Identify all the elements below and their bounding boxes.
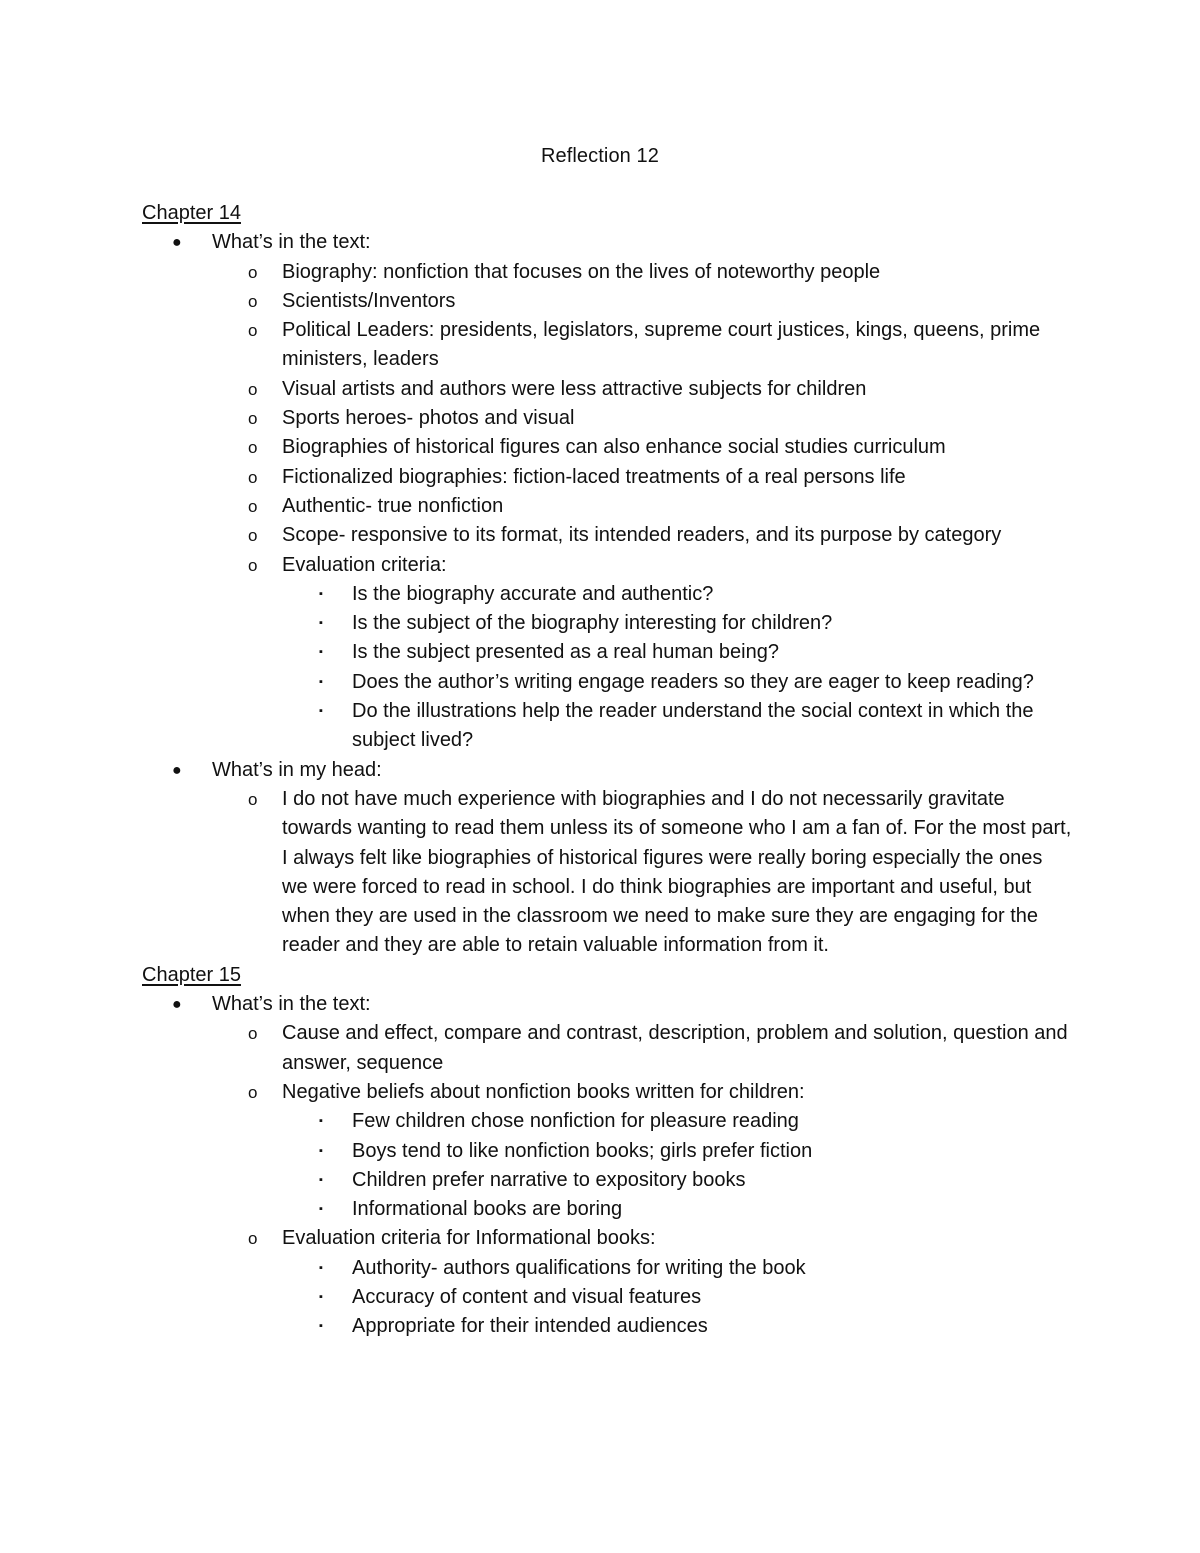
- list-item-text: Scientists/Inventors: [282, 289, 456, 312]
- list-item: [212, 492, 1072, 521]
- list-item: [212, 463, 1072, 492]
- list-item-text: Evaluation criteria:: [282, 553, 447, 576]
- bullet-circle-icon: o: [248, 526, 258, 546]
- list-item-text: I do not have much experience with biographies and I do not necessarily gravitate towards wanting to read them unless its of someone who I am a fan of. For the most part, I always felt like biographies of historical figures were really boring especially the ones we were forced to read in school. I do think biographies are important and useful, but when they are used in the classroom we need to make sure they are engaging for the reader and they are able to retain valuable information from it.: [282, 787, 1072, 957]
- section-list: [142, 228, 1072, 960]
- list-item: [212, 404, 1072, 433]
- bullet-circle-icon: o: [248, 1229, 258, 1249]
- sub-list-item: [282, 668, 1072, 697]
- list-item-text: Biographies of historical figures can also enhance social studies curriculum: [282, 436, 946, 459]
- bullet-circle-icon: o: [248, 467, 258, 487]
- bullet-square-icon: ▪: [319, 1261, 323, 1274]
- sub-list-item: [282, 609, 1072, 638]
- sub-list-item-text: Few children chose nonfiction for pleasure reading: [352, 1110, 799, 1133]
- bullet-circle-icon: o: [248, 1024, 258, 1044]
- subitem-list: [282, 1107, 1072, 1224]
- list-item-text: Visual artists and authors were less attractive subjects for children: [282, 377, 867, 400]
- list-item: [212, 1019, 1072, 1078]
- list-item: [212, 785, 1072, 961]
- list-item-text: Cause and effect, compare and contrast, description, problem and solution, question and answer, sequence: [282, 1022, 1068, 1074]
- section-label: What’s in the text:: [212, 993, 371, 1016]
- sub-list-item-text: Boys tend to like nonfiction books; girls prefer fiction: [352, 1139, 813, 1162]
- chapter-heading: Chapter 15: [142, 963, 241, 986]
- sub-list-item: [282, 1137, 1072, 1166]
- item-list: [142, 785, 1072, 961]
- bullet-square-icon: ▪: [319, 675, 323, 688]
- list-item: [212, 521, 1072, 550]
- bullet-circle-icon: o: [248, 379, 258, 399]
- sub-list-item-text: Children prefer narrative to expository books: [352, 1168, 746, 1191]
- list-item-text: Sports heroes- photos and visual: [282, 407, 575, 430]
- section-label: What’s in my head:: [212, 758, 382, 781]
- subitem-list: [282, 580, 1072, 756]
- bullet-circle-icon: o: [248, 321, 258, 341]
- bullet-square-icon: ▪: [319, 1290, 323, 1303]
- chapter-heading: Chapter 14: [142, 202, 241, 224]
- list-item-text: Negative beliefs about nonfiction books written for children:: [282, 1080, 805, 1103]
- list-item-text: Scope- responsive to its format, its intended readers, and its purpose by category: [282, 524, 1002, 547]
- section-label: What’s in the text:: [212, 231, 371, 254]
- sub-list-item: [282, 1107, 1072, 1136]
- list-item-text: Evaluation criteria for Informational books:: [282, 1227, 656, 1250]
- item-list: [142, 258, 1072, 756]
- list-item: [212, 287, 1072, 316]
- section-item: [142, 228, 1072, 755]
- sub-list-item: [282, 1166, 1072, 1195]
- sub-list-item-text: Informational books are boring: [352, 1198, 623, 1221]
- sub-list-item-text: Is the biography accurate and authentic?: [352, 582, 714, 605]
- section-item: [142, 756, 1072, 961]
- bullet-circle-icon: o: [248, 291, 258, 311]
- document-title: Reflection 12: [540, 145, 660, 167]
- list-item: [212, 1078, 1072, 1224]
- bullet-square-icon: ▪: [319, 617, 323, 630]
- bullet-disc-icon: ●: [172, 996, 182, 1014]
- list-item-text: Authentic- true nonfiction: [282, 494, 504, 517]
- bullet-circle-icon: o: [248, 555, 258, 575]
- bullet-square-icon: ▪: [319, 1115, 323, 1128]
- section-item: [142, 990, 1072, 1342]
- list-item: [212, 258, 1072, 287]
- bullet-square-icon: ▪: [319, 1203, 323, 1216]
- list-item-text: Biography: nonfiction that focuses on the lives of noteworthy people: [282, 260, 881, 283]
- subitem-list: [282, 1254, 1072, 1342]
- bullet-square-icon: ▪: [319, 1173, 323, 1186]
- list-item: [212, 316, 1072, 375]
- sub-list-item-text: Do the illustrations help the reader understand the social context in which the subject lived?: [352, 700, 1034, 752]
- bullet-square-icon: ▪: [319, 1144, 323, 1157]
- sub-list-item-text: Authority- authors qualifications for writing the book: [352, 1256, 806, 1279]
- list-item: [212, 433, 1072, 462]
- bullet-circle-icon: o: [248, 1082, 258, 1102]
- item-list: [142, 1019, 1072, 1341]
- bullet-circle-icon: o: [248, 496, 258, 516]
- list-item: [212, 551, 1072, 756]
- list-item-text: Fictionalized biographies: fiction-laced treatments of a real persons life: [282, 465, 906, 488]
- list-item: [212, 375, 1072, 404]
- list-item: [212, 1224, 1072, 1341]
- bullet-square-icon: ▪: [319, 1320, 323, 1333]
- sub-list-item-text: Does the author’s writing engage readers so they are eager to keep reading?: [352, 670, 1034, 693]
- document-body: [142, 199, 1072, 1342]
- bullet-disc-icon: ●: [172, 761, 182, 779]
- sub-list-item: [282, 1195, 1072, 1224]
- bullet-circle-icon: o: [248, 262, 258, 282]
- sub-list-item-text: Accuracy of content and visual features: [352, 1285, 702, 1308]
- bullet-circle-icon: o: [248, 789, 258, 809]
- sub-list-item: [282, 1283, 1072, 1312]
- bullet-circle-icon: o: [248, 409, 258, 429]
- bullet-disc-icon: ●: [172, 234, 182, 252]
- bullet-circle-icon: o: [248, 438, 258, 458]
- sub-list-item-text: Is the subject presented as a real human being?: [352, 641, 779, 664]
- section-list: [142, 990, 1072, 1342]
- bullet-square-icon: ▪: [319, 705, 323, 718]
- sub-list-item: [282, 697, 1072, 756]
- sub-list-item-text: Is the subject of the biography interesting for children?: [352, 612, 833, 635]
- sub-list-item: [282, 638, 1072, 667]
- bullet-square-icon: ▪: [319, 587, 323, 600]
- sub-list-item-text: Appropriate for their intended audiences: [352, 1315, 708, 1338]
- list-item-text: Political Leaders: presidents, legislators, supreme court justices, kings, queens, prime ministers, leaders: [282, 319, 1041, 371]
- sub-list-item: [282, 580, 1072, 609]
- sub-list-item: [282, 1254, 1072, 1283]
- bullet-square-icon: ▪: [319, 646, 323, 659]
- sub-list-item: [282, 1312, 1072, 1341]
